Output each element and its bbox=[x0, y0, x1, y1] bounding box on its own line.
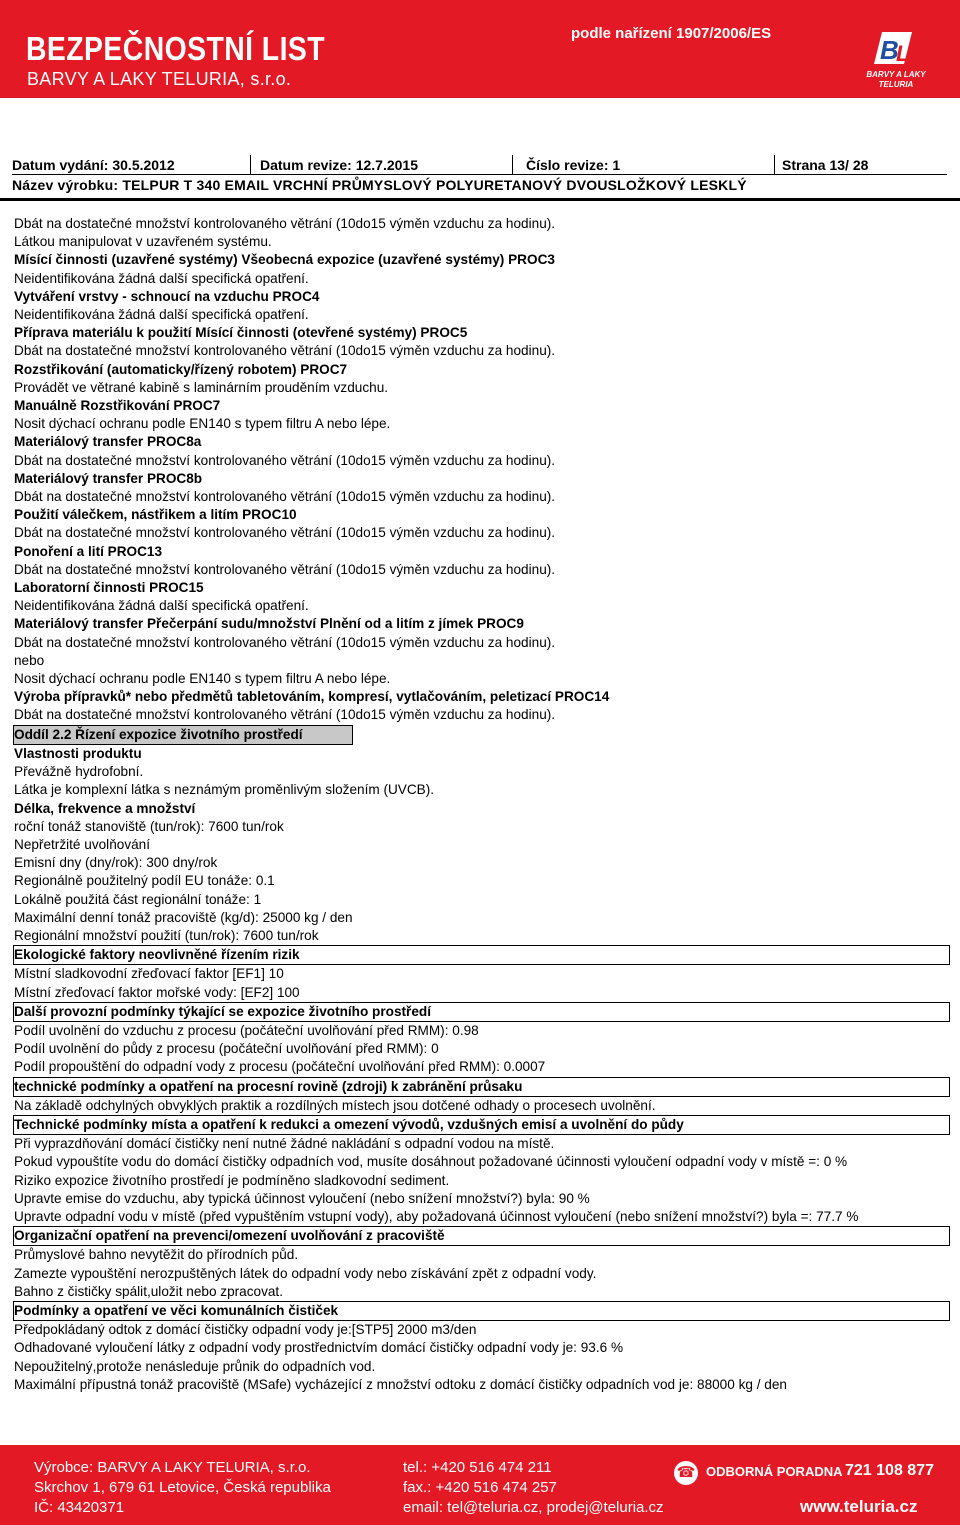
footer-address: Skrchov 1, 679 61 Letovice, Česká republika bbox=[34, 1479, 331, 1496]
text-line: Dbát na dostatečné množství kontrolovaného větrání (10do15 výměn vzduchu za hodinu). bbox=[14, 707, 556, 723]
regulation-text: podle nařízení 1907/2006/ES bbox=[571, 25, 772, 42]
section-heading: technické podmínky a opatření na procesní rovině (zdroji) k zabránění průsaku bbox=[13, 1077, 950, 1097]
text-line: Neidentifikována žádná další specifická opatření. bbox=[14, 270, 309, 286]
document-body bbox=[14, 215, 948, 1394]
text-line: Riziko expozice životního prostředí je podmíněno sladkovodní sediment. bbox=[14, 1172, 450, 1188]
footer-tel: tel.: +420 516 474 211 bbox=[403, 1459, 552, 1476]
text-line: Pokud vypouštíte vodu do domácí čističky odpadních vod, musíte dosáhnout požadované účinnosti vyloučení odpadní vody v místě =: 0 % bbox=[14, 1154, 848, 1170]
text-line: Podíl uvolnění do půdy z procesu (počáteční uvolňování před RMM): 0 bbox=[14, 1041, 439, 1057]
text-line: Místní sladkovodní zřeďovací faktor [EF1] 10 bbox=[14, 966, 284, 982]
footer-banner bbox=[0, 1445, 960, 1525]
text-line: Maximální denní tonáž pracoviště (kg/d): 25000 kg / den bbox=[14, 909, 353, 925]
section-heading: Organizační opatření na prevenci/omezení uvolňování z pracoviště bbox=[13, 1226, 950, 1246]
text-line: Nepoužitelný,protože nenásleduje průnik do odpadních vod. bbox=[14, 1358, 376, 1374]
subheading: Manuálně Rozstřikování PROC7 bbox=[14, 398, 221, 414]
text-line: Upravte emise do vzduchu, aby typická účinnost vyloučení (nebo snížení množství?) byla: 90 % bbox=[14, 1190, 590, 1206]
text-line: Nosit dýchací ochranu podle EN140 s typem filtru A nebo lépe. bbox=[14, 671, 391, 687]
text-line: Provádět ve větrané kabině s laminárním prouděním vzduchu. bbox=[14, 379, 389, 395]
logo-line2: TELURIA bbox=[878, 80, 914, 89]
subheading: Rozstřikování (automaticky/řízený robotem) PROC7 bbox=[14, 361, 348, 377]
text-line: Emisní dny (dny/rok): 300 dny/rok bbox=[14, 855, 218, 871]
text-line: Látka je komplexní látka s neznámým proměnlivým složením (UVCB). bbox=[14, 782, 435, 798]
logo-mark-icon bbox=[856, 28, 936, 70]
subheading: Mísící činnosti (uzavřené systémy) Všeobecná expozice (uzavřené systémy) PROC3 bbox=[14, 252, 555, 268]
subheading: Vytváření vrstvy - schnoucí na vzduchu PROC4 bbox=[14, 288, 320, 304]
document-title: BEZPEČNOSTNÍ LIST bbox=[26, 30, 326, 67]
section-heading: Ekologické faktory neovlivněné řízením rizik bbox=[13, 945, 950, 965]
subheading: Materiálový transfer PROC8a bbox=[14, 434, 202, 450]
subheading: Materiálový transfer Přečerpání sudu/množství Plnění od a litím z jímek PROC9 bbox=[14, 616, 524, 632]
text-line: Látkou manipulovat v uzavřeném systému. bbox=[14, 234, 272, 250]
text-line: Neidentifikována žádná další specifická opatření. bbox=[14, 307, 309, 323]
footer-advice-phone: 721 108 877 bbox=[845, 1462, 934, 1479]
text-line: Průmyslové bahno nevytěžit do přírodních půd. bbox=[14, 1247, 299, 1263]
section-heading: Oddíl 2.2 Řízení expozice životního prostředí bbox=[13, 725, 353, 745]
text-line: Neidentifikována žádná další specifická opatření. bbox=[14, 598, 309, 614]
text-line: Odhadované vyloučení látky z odpadní vody prostřednictvím domácí čističky odpadní vody je: 93.6 % bbox=[14, 1340, 624, 1356]
text-line: nebo bbox=[14, 652, 45, 668]
footer-advice-label: ODBORNÁ PORADNA bbox=[706, 1464, 843, 1479]
company-name: BARVY A LAKY TELURIA, s.r.o. bbox=[27, 69, 292, 89]
footer-ic: IČ: 43420371 bbox=[34, 1499, 125, 1516]
header-banner bbox=[0, 0, 960, 98]
text-line: Dbát na dostatečné množství kontrolovaného větrání (10do15 výměn vzduchu za hodinu). bbox=[14, 525, 556, 541]
text-line: Maximální přípustná tonáž pracoviště (MSafe) vycházející z množství odtoku z domácí čističky odpadních vod je: 88000 kg / den bbox=[14, 1376, 787, 1392]
text-line: Dbát na dostatečné množství kontrolovaného větrání (10do15 výměn vzduchu za hodinu). bbox=[14, 489, 556, 505]
text-line: Zamezte vypouštění nerozpuštěných látek do odpadní vody nebo získávání zpět z odpadní vody. bbox=[14, 1265, 597, 1281]
page-number: Strana 13/ 28 bbox=[782, 157, 869, 173]
phone-icon: ☎ bbox=[674, 1461, 698, 1485]
subheading: Ponoření a lití PROC13 bbox=[14, 543, 163, 559]
text-line: Nosit dýchací ochranu podle EN140 s typem filtru A nebo lépe. bbox=[14, 416, 391, 432]
section-heading: Podmínky a opatření ve věci komunálních čističek bbox=[13, 1301, 950, 1321]
text-line: Dbát na dostatečné množství kontrolovaného větrání (10do15 výměn vzduchu za hodinu). bbox=[14, 634, 556, 650]
subheading: Délka, frekvence a množství bbox=[14, 800, 196, 816]
footer-web[interactable]: www.teluria.cz bbox=[800, 1497, 918, 1516]
text-line: Dbát na dostatečné množství kontrolovaného větrání (10do15 výměn vzduchu za hodinu). bbox=[14, 452, 556, 468]
document-meta bbox=[12, 155, 947, 197]
company-logo bbox=[856, 28, 936, 92]
text-line: Bahno z čističky spálit,uložit nebo zpracovat. bbox=[14, 1283, 283, 1299]
text-line: Podíl propouštění do odpadní vody z procesu (počáteční uvolňování před RMM): 0.0007 bbox=[14, 1059, 546, 1075]
text-line: Na základě odchylných obvyklých praktik a rozdílných místech jsou dotčené odhady o procesech uvolnění. bbox=[14, 1097, 656, 1113]
text-line: Regionálně použitelný podíl EU tonáže: 0.1 bbox=[14, 873, 275, 889]
text-line: Lokálně použitá část regionální tonáže: 1 bbox=[14, 891, 262, 907]
revision-date: Datum revize: 12.7.2015 bbox=[260, 157, 418, 173]
section-heading: Další provozní podmínky týkající se expozice životního prostředí bbox=[13, 1002, 950, 1022]
text-line: Dbát na dostatečné množství kontrolovaného větrání (10do15 výměn vzduchu za hodinu). bbox=[14, 216, 556, 231]
subheading: Vlastnosti produktu bbox=[14, 745, 142, 761]
text-line: Podíl uvolnění do vzduchu z procesu (počáteční uvolňování před RMM): 0.98 bbox=[14, 1022, 479, 1038]
text-line: Regionální množství použití (tun/rok): 7600 tun/rok bbox=[14, 927, 319, 943]
footer-maker: Výrobce: BARVY A LAKY TELURIA, s.r.o. bbox=[34, 1459, 311, 1476]
footer-email: email: tel@teluria.cz, prodej@teluria.cz bbox=[403, 1499, 664, 1516]
svg-text:L: L bbox=[896, 41, 910, 66]
product-name: Název výrobku: TELPUR T 340 EMAIL VRCHNÍ PRŮMYSLOVÝ POLYURETANOVÝ DVOUSLOŽKOVÝ LESKLÝ bbox=[12, 177, 747, 193]
header-divider bbox=[0, 198, 960, 201]
text-line: Upravte odpadní vodu v místě (před vypuštěním vstupní vody), aby požadovaná účinnost vyloučení (nebo snížení množství?) byla =: 77.7 % bbox=[14, 1208, 859, 1224]
svg-text:B: B bbox=[880, 35, 899, 65]
text-line: Dbát na dostatečné množství kontrolovaného větrání (10do15 výměn vzduchu za hodinu). bbox=[14, 343, 556, 359]
text-line: Dbát na dostatečné množství kontrolovaného větrání (10do15 výměn vzduchu za hodinu). bbox=[14, 561, 556, 577]
section-heading: Technické podmínky místa a opatření k redukci a omezení vývodů, vzdušných emisí a uvolnění do půdy bbox=[13, 1115, 950, 1135]
subheading: Použití válečkem, nástřikem a litím PROC10 bbox=[14, 507, 297, 523]
footer-fax: fax.: +420 516 474 257 bbox=[403, 1479, 557, 1496]
text-line: Nepřetržité uvolňování bbox=[14, 836, 151, 852]
subheading: Příprava materiálu k použití Mísící činnosti (otevřené systémy) PROC5 bbox=[14, 325, 468, 341]
issue-date: Datum vydání: 30.5.2012 bbox=[12, 157, 175, 173]
text-line: Místní zřeďovací faktor mořské vody: [EF2] 100 bbox=[14, 984, 300, 1000]
text-line: roční tonáž stanoviště (tun/rok): 7600 tun/rok bbox=[14, 818, 284, 834]
subheading: Laboratorní činnosti PROC15 bbox=[14, 580, 204, 596]
text-line: Při vyprazdňování domácí čističky není nutné žádné nakládání s odpadní vodou na místě. bbox=[14, 1136, 555, 1152]
text-line: Předpokládaný odtok z domácí čističky odpadní vody je:[STP5] 2000 m3/den bbox=[14, 1322, 477, 1338]
revision-number: Číslo revize: 1 bbox=[526, 157, 621, 173]
logo-line1: BARVY A LAKY bbox=[866, 70, 926, 79]
subheading: Materiálový transfer PROC8b bbox=[14, 470, 203, 486]
subheading: Výroba přípravků* nebo předmětů tabletováním, kompresí, vytlačováním, peletizací PROC14 bbox=[14, 689, 610, 705]
text-line: Převážně hydrofobní. bbox=[14, 764, 144, 780]
